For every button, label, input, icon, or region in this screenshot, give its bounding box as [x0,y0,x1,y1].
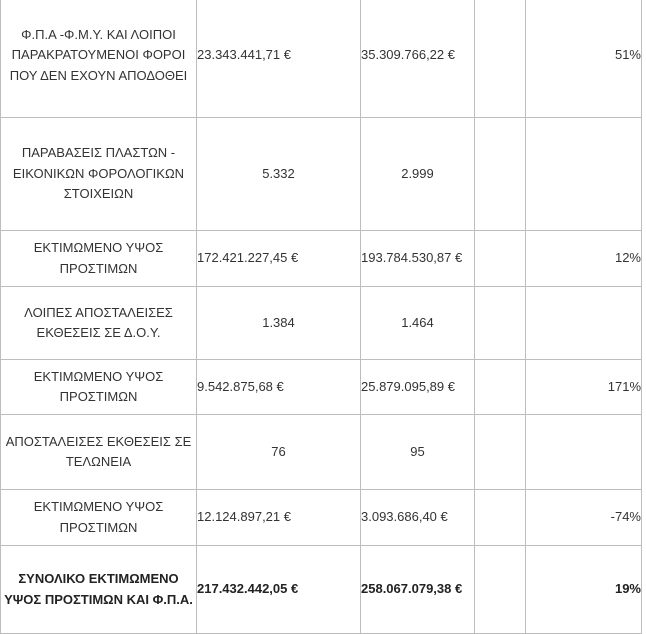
empty-cell [475,287,526,360]
percent-change: 171% [526,360,642,415]
row-label: ΛΟΙΠΕΣ ΑΠΟΣΤΑΛΕΙΣΕΣ ΕΚΘΕΣΕΙΣ ΣΕ Δ.Ο.Υ. [1,287,197,360]
table-row [1,0,642,118]
percent-change [526,287,642,360]
value-year-1: 23.343.441,71 € [197,0,361,118]
empty-cell [475,546,526,634]
percent-change: -74% [526,490,642,546]
percent-change [526,415,642,490]
row-label: ΕΚΤΙΜΩΜΕΝΟ ΥΨΟΣ ΠΡΟΣΤΙΜΩΝ [1,490,197,546]
empty-cell [475,0,526,118]
value-year-1: 76 [197,415,361,490]
value-year-1: 9.542.875,68 € [197,360,361,415]
percent-change: 12% [526,231,642,287]
value-year-2: 258.067.079,38 € [361,546,475,634]
table-row [1,118,642,231]
value-year-2: 3.093.686,40 € [361,490,475,546]
table-row-total [1,546,642,634]
percent-change: 19% [526,546,642,634]
table-row [1,490,642,546]
value-year-2: 25.879.095,89 € [361,360,475,415]
row-label: Φ.Π.Α -Φ.Μ.Υ. ΚΑΙ ΛΟΙΠΟΙ ΠΑΡΑΚΡΑΤΟΥΜΕΝΟΙ ΦΟΡΟΙ ΠΟΥ ΔΕΝ ΕΧΟΥΝ ΑΠΟΔΟΘΕΙ [1,0,197,118]
row-label: ΕΚΤΙΜΩΜΕΝΟ ΥΨΟΣ ΠΡΟΣΤΙΜΩΝ [1,360,197,415]
row-label: ΠΑΡΑΒΑΣΕΙΣ ΠΛΑΣΤΩΝ - ΕΙΚΟΝΙΚΩΝ ΦΟΡΟΛΟΓΙΚΩΝ ΣΤΟΙΧΕΙΩΝ [1,118,197,231]
value-year-2: 2.999 [361,118,475,231]
empty-cell [475,360,526,415]
percent-change [526,118,642,231]
value-year-1: 172.421.227,45 € [197,231,361,287]
table-row [1,231,642,287]
value-year-1: 12.124.897,21 € [197,490,361,546]
row-label: ΑΠΟΣΤΑΛΕΙΣΕΣ ΕΚΘΕΣΕΙΣ ΣΕ ΤΕΛΩΝΕΙΑ [1,415,197,490]
table-row [1,287,642,360]
table-row [1,415,642,490]
row-label: ΣΥΝΟΛΙΚΟ ΕΚΤΙΜΩΜΕΝΟ ΥΨΟΣ ΠΡΟΣΤΙΜΩΝ ΚΑΙ Φ.Π.Α. [1,546,197,634]
value-year-1: 5.332 [197,118,361,231]
row-label: ΕΚΤΙΜΩΜΕΝΟ ΥΨΟΣ ΠΡΟΣΤΙΜΩΝ [1,231,197,287]
empty-cell [475,118,526,231]
value-year-2: 95 [361,415,475,490]
percent-change: 51% [526,0,642,118]
value-year-2: 35.309.766,22 € [361,0,475,118]
value-year-1: 1.384 [197,287,361,360]
table-row [1,360,642,415]
empty-cell [475,490,526,546]
empty-cell [475,415,526,490]
value-year-1: 217.432.442,05 € [197,546,361,634]
empty-cell [475,231,526,287]
value-year-2: 193.784.530,87 € [361,231,475,287]
value-year-2: 1.464 [361,287,475,360]
